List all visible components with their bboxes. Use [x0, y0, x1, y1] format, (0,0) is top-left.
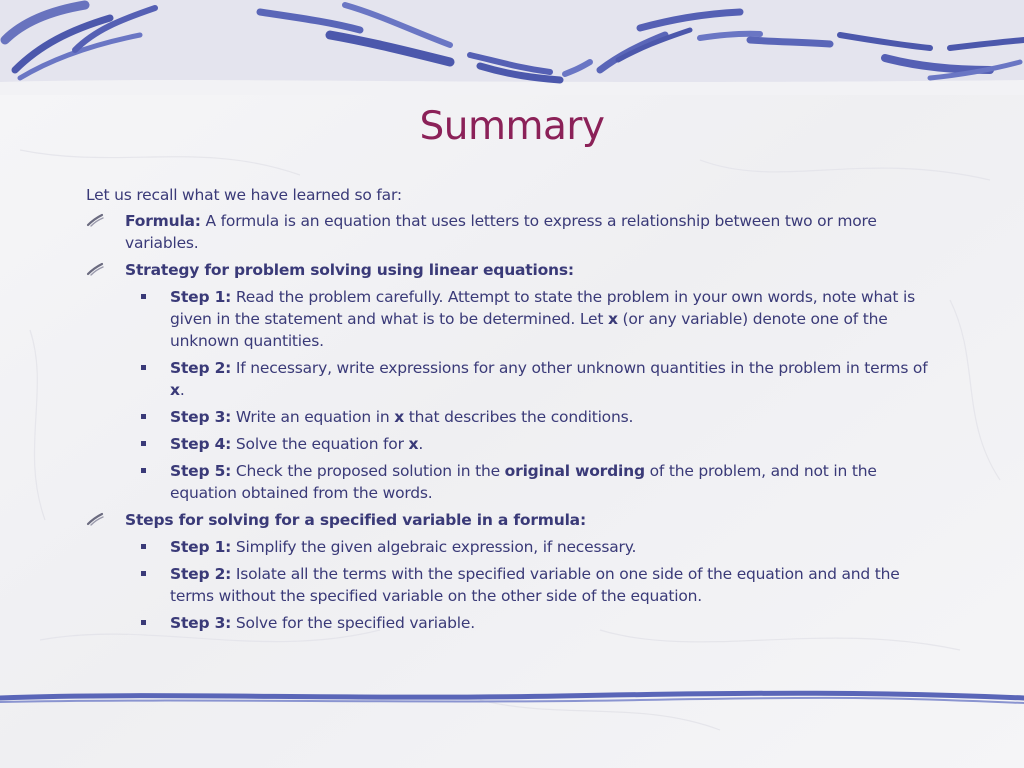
step-text-end: of the problem, and not in the equation obtained from the words.: [170, 462, 877, 502]
strategy-step-5: [86, 460, 946, 504]
step-label: Step 2:: [170, 359, 232, 377]
specified-step-2: [86, 563, 946, 607]
strategy-step-3: [86, 406, 946, 428]
strategy-step-2: [86, 357, 946, 401]
step-label: Step 4:: [170, 435, 232, 453]
step-label: Step 3:: [170, 614, 232, 632]
step-label: Step 1:: [170, 288, 232, 306]
step-text-end: .: [418, 435, 424, 453]
brush-stroke-icon: [86, 262, 104, 276]
slide-body: [86, 184, 946, 639]
bullet-formula: [86, 210, 946, 254]
decorative-bottom-stroke: [0, 686, 1024, 710]
step-text: Isolate all the terms with the specified variable on one side of the equation and and the terms without the specified variable on the other side of the equation.: [170, 565, 900, 605]
formula-label: Formula:: [125, 212, 201, 230]
step-variable: x: [608, 310, 618, 328]
step-label: Step 2:: [170, 565, 232, 583]
formula-text: A formula is an equation that uses letters to express a relationship between two or more variables.: [125, 212, 877, 252]
brush-stroke-icon: [86, 512, 104, 526]
square-bullet-icon: [141, 544, 146, 549]
decorative-brush-stroke-banner: [0, 0, 1024, 95]
step-text: Write an equation in: [235, 408, 395, 426]
step-text: Simplify the given algebraic expression, if necessary.: [235, 538, 637, 556]
square-bullet-icon: [141, 441, 146, 446]
strategy-label: Strategy for problem solving using linear equations:: [125, 261, 574, 279]
square-bullet-icon: [141, 620, 146, 625]
step-text-end: that describes the conditions.: [404, 408, 634, 426]
intro-text: Let us recall what we have learned so far:: [86, 186, 402, 204]
square-bullet-icon: [141, 571, 146, 576]
strategy-step-1: [86, 286, 946, 352]
step-emphasis: original wording: [504, 462, 645, 480]
square-bullet-icon: [141, 414, 146, 419]
step-variable: x: [408, 435, 419, 453]
step-text-end: .: [179, 381, 185, 399]
step-variable: x: [170, 381, 180, 399]
step-label: Step 5:: [170, 462, 232, 480]
specified-step-1: [86, 536, 946, 558]
strategy-step-4: [86, 433, 946, 455]
step-label: Step 1:: [170, 538, 232, 556]
brush-stroke-icon: [86, 213, 104, 227]
step-variable: x: [394, 408, 404, 426]
square-bullet-icon: [141, 468, 146, 473]
step-text-end: (or any variable) denote one of the unknown quantities.: [170, 310, 888, 350]
bullet-strategy: [86, 259, 946, 281]
specified-step-3: [86, 612, 946, 634]
bullet-specified-variable: [86, 509, 946, 531]
square-bullet-icon: [141, 365, 146, 370]
slide-title: Summary: [419, 104, 605, 149]
step-text: If necessary, write expressions for any other unknown quantities in the problem in terms of: [235, 359, 928, 377]
step-text: Check the proposed solution in the: [235, 462, 505, 480]
square-bullet-icon: [141, 294, 146, 299]
step-text: Solve the equation for: [235, 435, 409, 453]
step-text: Read the problem carefully. Attempt to state the problem in your own words, note what is given in the statement and what is to be determined. Let: [170, 288, 915, 328]
step-text: Solve for the specified variable.: [235, 614, 475, 632]
step-label: Step 3:: [170, 408, 232, 426]
specified-label: Steps for solving for a specified variable in a formula:: [125, 511, 586, 529]
